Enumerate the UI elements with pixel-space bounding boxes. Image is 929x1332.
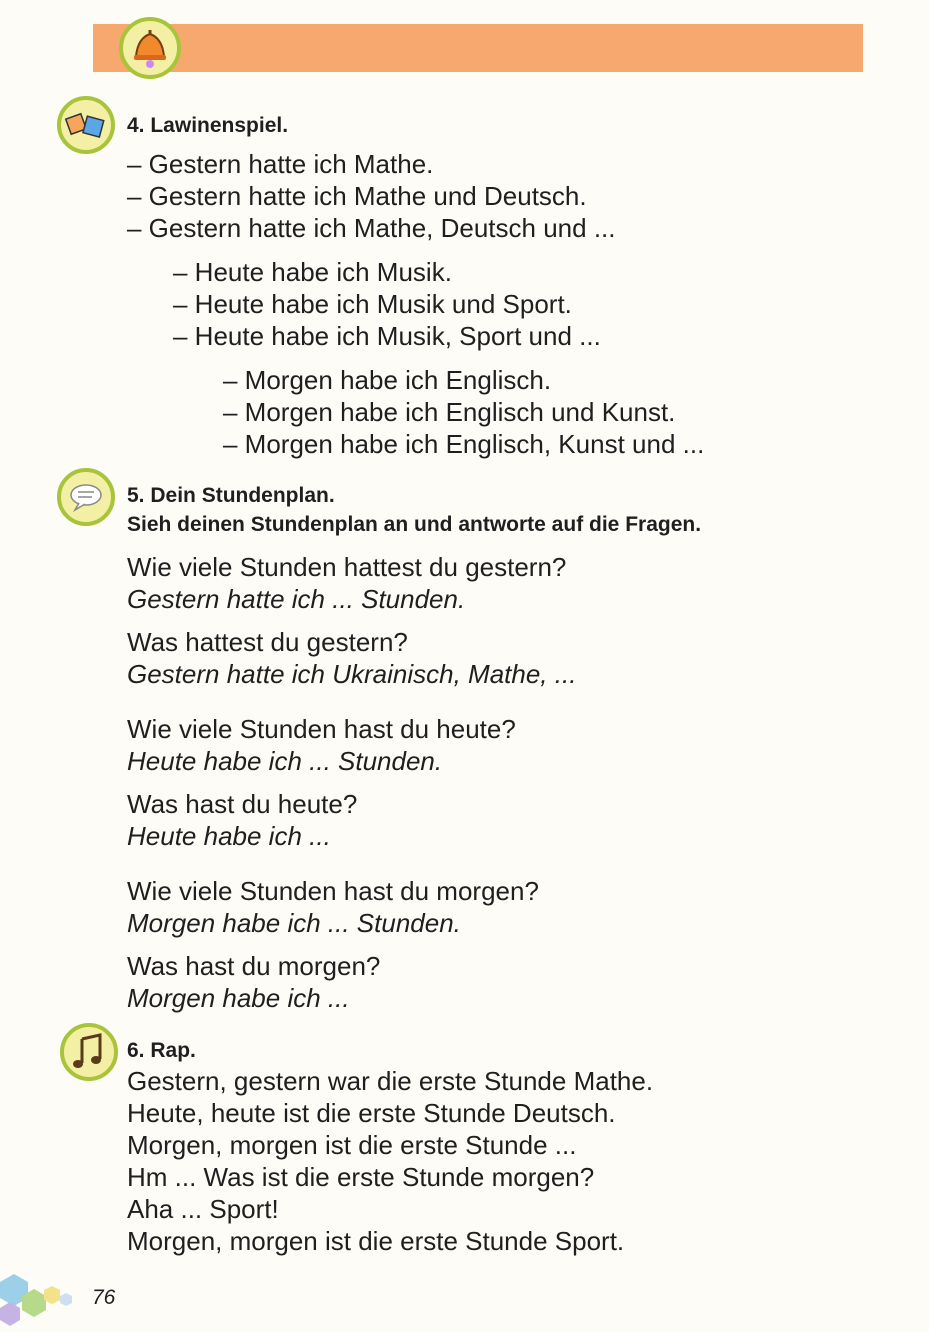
answer: Gestern hatte ich ... Stunden. [127, 584, 466, 614]
answer: Gestern hatte ich Ukrainisch, Mathe, ... [127, 659, 577, 689]
rap-line: Gestern, gestern war die erste Stunde Mathe. [127, 1066, 654, 1096]
question: Was hast du heute? [127, 789, 358, 819]
lawinen-line: – Gestern hatte ich Mathe, Deutsch und ... [127, 213, 616, 243]
speech-bubble-icon [55, 466, 117, 528]
exercise-4-title: 4. Lawinenspiel. [127, 114, 289, 137]
lawinen-line: – Heute habe ich Musik und Sport. [173, 289, 572, 319]
lawinen-line: – Heute habe ich Musik, Sport und ... [173, 321, 601, 351]
rap-line: Aha ... Sport! [127, 1194, 279, 1224]
question: Was hast du morgen? [127, 951, 381, 981]
exercise-6-title: 6. Rap. [127, 1039, 196, 1062]
question: Wie viele Stunden hast du morgen? [127, 876, 539, 906]
question: Wie viele Stunden hast du heute? [127, 714, 516, 744]
exercise-5-title: 5. Dein Stundenplan. [127, 484, 335, 507]
rap-line: Morgen, morgen ist die erste Stunde ... [127, 1130, 577, 1160]
answer: Morgen habe ich ... Stunden. [127, 908, 461, 938]
lawinen-line: – Morgen habe ich Englisch, Kunst und ... [223, 429, 705, 459]
dice-icon [55, 94, 117, 156]
rap-line: Morgen, morgen ist die erste Stunde Sport. [127, 1226, 625, 1256]
bell-icon [118, 16, 182, 80]
lawinen-line: – Heute habe ich Musik. [173, 257, 452, 287]
music-note-icon [58, 1021, 120, 1083]
rap-line: Heute, heute ist die erste Stunde Deutsch. [127, 1098, 616, 1128]
lawinen-line: – Morgen habe ich Englisch. [223, 365, 552, 395]
hexagon-decoration [0, 1262, 90, 1332]
lawinen-line: – Morgen habe ich Englisch und Kunst. [223, 397, 676, 427]
rap-line: Hm ... Was ist die erste Stunde morgen? [127, 1162, 595, 1192]
answer: Heute habe ich ... Stunden. [127, 746, 443, 776]
answer: Morgen habe ich ... [127, 983, 350, 1013]
answer: Heute habe ich ... [127, 821, 331, 851]
lawinen-line: – Gestern hatte ich Mathe. [127, 149, 434, 179]
question: Wie viele Stunden hattest du gestern? [127, 552, 567, 582]
question: Was hattest du gestern? [127, 627, 408, 657]
page-number: 76 [92, 1286, 116, 1309]
header-bar [93, 24, 863, 72]
lawinen-line: – Gestern hatte ich Mathe und Deutsch. [127, 181, 587, 211]
exercise-5-instruction: Sieh deinen Stundenplan an und antworte auf die Fragen. [127, 513, 702, 536]
